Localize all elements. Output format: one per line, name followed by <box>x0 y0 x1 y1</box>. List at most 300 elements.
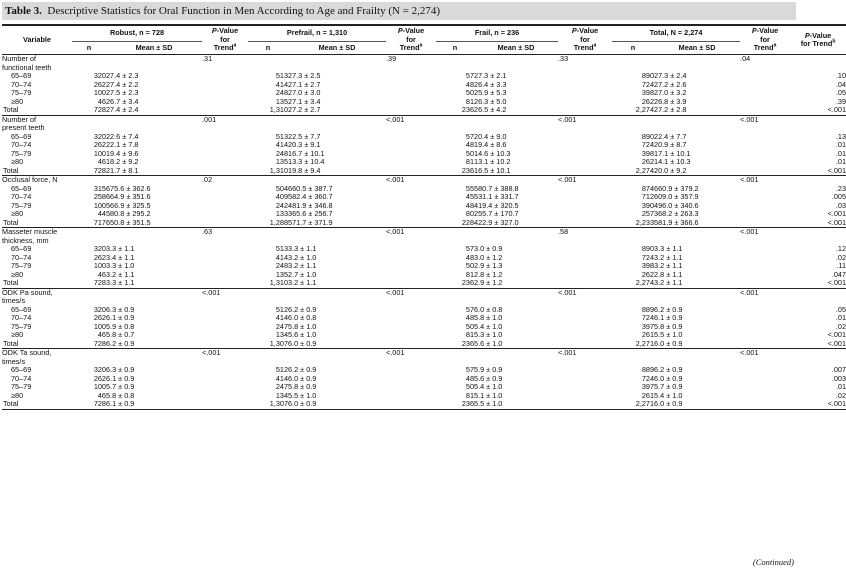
empty-cell <box>474 228 558 237</box>
frail-mean-sd: 6.0 ± 0.8 <box>474 304 503 314</box>
robust-mean-sd: 3.3 ± 1.0 <box>106 261 135 270</box>
robust-mean-sd: 5.8 ± 0.7 <box>106 330 135 339</box>
prefrail-n: 133 <box>275 209 289 218</box>
empty-cell <box>612 115 654 124</box>
robust-mean-sd: 664.9 ± 351.6 <box>106 192 151 201</box>
robust-n: 728 <box>72 167 106 176</box>
age-group: 70–74 <box>11 79 32 89</box>
section-label: Number of <box>2 54 37 63</box>
total-n: 2,274 <box>612 106 654 115</box>
robust-mean-sd: 27.5 ± 2.3 <box>106 88 139 97</box>
p-letter: P <box>804 30 810 40</box>
empty-cell <box>740 262 790 271</box>
p-trend-by-age: <.001 <box>827 209 846 218</box>
empty-cell <box>558 202 612 211</box>
robust-n: 320 <box>93 71 106 80</box>
total-n: 262 <box>641 157 655 166</box>
total-n: 724 <box>641 313 655 322</box>
empty-cell <box>558 383 612 392</box>
empty-cell <box>202 89 248 98</box>
empty-cell <box>386 392 436 401</box>
empty-cell <box>790 115 846 124</box>
header-p-trend-a <box>558 25 612 55</box>
empty-cell <box>386 400 436 409</box>
robust-n: 315 <box>93 183 106 193</box>
section-p-trend: .58 <box>558 227 569 236</box>
p-trend-by-age: .11 <box>836 261 846 270</box>
robust-n: 100 <box>93 382 106 391</box>
robust-n: 46 <box>97 96 106 106</box>
header-p-line: P-Value <box>571 26 599 36</box>
empty-cell <box>386 89 436 98</box>
frail-mean-sd: 20.4 ± 9.0 <box>474 131 507 141</box>
section-p-trend: .001 <box>202 114 217 124</box>
prefrail-n: 135 <box>275 96 289 106</box>
prefrail-n: 1,307 <box>248 340 288 349</box>
empty-cell <box>558 306 612 315</box>
robust-n: 262 <box>93 373 106 383</box>
robust-n: 44 <box>97 209 106 218</box>
robust-mean-sd: 27.4 ± 2.3 <box>106 71 139 80</box>
p-trend-by-age: <.001 <box>790 219 846 228</box>
prefrail-mean-sd: 27.1 ± 3.4 <box>288 96 321 106</box>
empty-cell <box>654 55 740 64</box>
prefrail-mean-sd: 27.0 ± 3.0 <box>288 88 321 97</box>
prefrail-mean-sd: 5.8 ± 1.0 <box>288 321 317 331</box>
frail-mean-sd: 255.7 ± 170.7 <box>474 209 519 218</box>
empty-cell <box>740 314 790 323</box>
prefrail-n: 135 <box>275 269 289 279</box>
empty-cell <box>202 400 248 409</box>
frail-mean-sd: 5.1 ± 1.0 <box>474 390 503 400</box>
robust-n: 100 <box>93 88 106 97</box>
empty-cell <box>386 158 436 167</box>
section-p-trend: .31 <box>202 54 213 63</box>
robust-n: 320 <box>93 131 106 141</box>
frail-mean-sd: 5.3 ± 1.0 <box>474 330 503 339</box>
frail-mean-sd: 419.4 ± 320.5 <box>474 200 519 210</box>
section-header-row <box>2 288 846 297</box>
empty-cell <box>202 297 248 306</box>
total-n: 2,233 <box>612 219 654 228</box>
empty-cell <box>202 366 248 375</box>
p-trend-by-age: <.001 <box>790 400 846 409</box>
header-n: n <box>612 42 654 55</box>
header-p-line: P-Value <box>397 26 425 36</box>
empty-cell <box>558 366 612 375</box>
empty-cell <box>248 115 288 124</box>
section-header-row <box>2 228 846 237</box>
section-p-trend: <.001 <box>386 348 405 357</box>
empty-cell <box>740 64 790 73</box>
header-p-trend-b <box>790 25 846 55</box>
header-p-line: for <box>406 34 416 44</box>
robust-mean-sd: 5.7 ± 0.9 <box>106 382 135 391</box>
section-header-row <box>2 55 846 64</box>
header-p-line: P-Value <box>751 26 779 36</box>
header-mean-sd: Mean ± SD <box>288 42 386 55</box>
empty-cell <box>386 323 436 332</box>
age-group: 75–79 <box>11 382 32 391</box>
header-n: n <box>248 42 288 55</box>
p-trend-by-age: .05 <box>835 88 846 97</box>
frail-n: 50 <box>465 148 475 158</box>
empty-cell <box>474 55 558 64</box>
empty-cell <box>740 331 790 340</box>
age-group: 75–79 <box>11 148 32 158</box>
empty-cell <box>202 323 248 332</box>
age-group: 75–79 <box>11 200 32 210</box>
empty-cell <box>740 392 790 401</box>
empty-cell <box>740 150 790 159</box>
empty-cell <box>740 271 790 280</box>
p-trend-by-age: .01 <box>835 157 846 166</box>
prefrail-mean-sd: 27.3 ± 2.5 <box>288 71 321 80</box>
empty-cell <box>558 210 612 219</box>
empty-cell <box>106 228 202 237</box>
age-group: 65–69 <box>11 183 32 193</box>
total-n: 724 <box>641 373 655 383</box>
robust-n: 728 <box>72 400 106 409</box>
table-caption-text: Descriptive Statistics for Oral Function in Men According to Age and Frailty (N = 2,274) <box>47 5 441 17</box>
robust-mean-sd: 650.8 ± 351.5 <box>106 219 202 228</box>
total-n: 712 <box>641 192 655 201</box>
robust-n: 258 <box>93 192 106 201</box>
continued-note: (Continued) <box>752 557 794 567</box>
robust-mean-sd: 6.3 ± 0.9 <box>106 304 135 314</box>
header-p-trend-a <box>202 25 248 55</box>
empty-cell <box>740 81 790 90</box>
empty-cell <box>386 375 436 384</box>
empty-cell <box>202 271 248 280</box>
robust-n: 100 <box>93 148 106 158</box>
empty-cell <box>248 349 288 358</box>
empty-cell <box>558 271 612 280</box>
empty-cell <box>72 55 106 64</box>
age-group: 70–74 <box>11 313 32 322</box>
total-mean-sd: 3.2 ± 1.1 <box>654 261 683 270</box>
age-group: 75–79 <box>11 261 32 270</box>
empty-cell <box>558 81 612 90</box>
p-trend-by-age: .04 <box>835 79 846 89</box>
section-p-trend: <.001 <box>202 348 221 357</box>
empty-cell <box>740 383 790 392</box>
empty-cell <box>558 141 612 150</box>
robust-mean-sd: 3.3 ± 1.1 <box>106 244 135 253</box>
robust-mean-sd: 3.2 ± 1.1 <box>106 269 135 279</box>
total-n: 398 <box>641 88 655 97</box>
empty-cell <box>654 228 740 237</box>
empty-cell <box>558 98 612 107</box>
empty-cell <box>558 323 612 332</box>
empty-cell <box>558 392 612 401</box>
total-n: 397 <box>641 321 655 331</box>
prefrail-mean-sd: 5.5 ± 1.0 <box>288 390 317 400</box>
age-group: ≥80 <box>11 157 24 166</box>
robust-n: 46 <box>97 330 106 339</box>
empty-cell <box>72 349 106 358</box>
empty-cell <box>558 158 612 167</box>
section-p-trend: .39 <box>386 54 397 63</box>
empty-cell <box>740 193 790 202</box>
p-trend-by-age: .01 <box>835 148 846 158</box>
empty-cell <box>558 262 612 271</box>
header-mean-sd: Mean ± SD <box>474 42 558 55</box>
age-group: 65–69 <box>11 304 32 314</box>
empty-cell <box>558 400 612 409</box>
p-trend-by-age: .05 <box>835 304 846 314</box>
total-mean-sd: 5.7 ± 0.9 <box>654 382 683 391</box>
prefrail-n: 504 <box>275 183 289 193</box>
total-mean-sd: 3.2 ± 1.1 <box>654 252 683 262</box>
frail-mean-sd: 5.9 ± 0.9 <box>474 365 503 374</box>
empty-cell <box>740 254 790 263</box>
robust-mean-sd: 22.1 ± 7.8 <box>106 140 139 149</box>
empty-cell <box>558 124 612 133</box>
header-group-frail: Frail, n = 236 <box>436 25 558 42</box>
table-body <box>2 55 846 410</box>
header-p-trend-a <box>386 25 436 55</box>
total-mean-sd: 6.1 ± 0.9 <box>654 313 683 322</box>
age-group: ≥80 <box>11 269 24 279</box>
header-group-prefrail: Prefrail, n = 1,310 <box>248 25 386 42</box>
prefrail-n: 248 <box>275 261 289 270</box>
robust-n: 100 <box>93 321 106 331</box>
empty-cell <box>386 193 436 202</box>
section-p-trend: <.001 <box>558 348 577 357</box>
total-n: 874 <box>641 183 655 193</box>
empty-cell <box>740 306 790 315</box>
frail-mean-sd: 5.8 ± 1.0 <box>474 313 503 322</box>
empty-cell <box>106 55 202 64</box>
section-label: ODK Pa sound, <box>2 287 53 297</box>
robust-mean-sd: 27.4 ± 2.2 <box>106 79 139 89</box>
empty-cell <box>474 288 558 297</box>
frail-mean-sd: 5.4 ± 1.0 <box>474 321 503 331</box>
empty-cell <box>740 237 790 246</box>
empty-cell <box>654 115 740 124</box>
empty-cell <box>288 288 386 297</box>
empty-cell <box>202 331 248 340</box>
total-mean-sd: 3.2 ± 1.1 <box>654 279 740 288</box>
empty-cell <box>558 72 612 81</box>
empty-cell <box>558 89 612 98</box>
empty-cell <box>288 349 386 358</box>
prefrail-n: 134 <box>275 390 289 400</box>
empty-cell <box>386 133 436 142</box>
empty-cell <box>740 400 790 409</box>
header-p-line: for Trend <box>800 39 833 48</box>
empty-cell <box>740 124 790 133</box>
frail-n: 48 <box>465 200 475 210</box>
prefrail-mean-sd: 6.0 ± 0.9 <box>288 340 386 349</box>
empty-cell <box>790 349 846 358</box>
age-group: Total <box>2 219 72 228</box>
section-p-trend: .63 <box>202 227 213 236</box>
prefrail-n: 248 <box>275 88 289 97</box>
empty-cell <box>72 288 106 297</box>
empty-cell <box>558 150 612 159</box>
frail-mean-sd: 5.4 ± 1.0 <box>474 382 503 391</box>
prefrail-n: 134 <box>275 330 289 339</box>
empty-cell <box>248 55 288 64</box>
total-mean-sd: 22.4 ± 7.7 <box>654 131 687 141</box>
robust-mean-sd: 27.4 ± 2.4 <box>106 106 202 115</box>
frail-mean-sd: 5.5 ± 1.0 <box>474 400 558 409</box>
age-group: Total <box>2 279 72 288</box>
total-n: 257 <box>641 209 655 218</box>
frail-n: 81 <box>465 157 475 166</box>
prefrail-n: 1,310 <box>248 106 288 115</box>
frail-mean-sd: 26.5 ± 4.2 <box>474 106 558 115</box>
empty-cell <box>740 202 790 211</box>
total-n: 2,271 <box>612 400 654 409</box>
prefrail-n: 414 <box>275 140 289 149</box>
robust-n: 320 <box>93 304 106 314</box>
frail-mean-sd: 26.3 ± 5.0 <box>474 96 507 106</box>
empty-cell <box>386 366 436 375</box>
empty-cell <box>558 297 612 306</box>
robust-mean-sd: 5.9 ± 0.8 <box>106 321 135 331</box>
section-header-row <box>2 115 846 124</box>
empty-cell <box>558 133 612 142</box>
age-group: 75–79 <box>11 321 32 331</box>
empty-cell <box>202 279 248 288</box>
robust-n: 46 <box>97 269 106 279</box>
frail-n: 81 <box>465 96 475 106</box>
statistics-table <box>2 24 846 410</box>
robust-n: 46 <box>97 390 106 400</box>
robust-mean-sd: 6.1 ± 0.9 <box>106 400 202 409</box>
prefrail-n: 512 <box>275 365 289 374</box>
age-group: Total <box>2 167 72 176</box>
robust-mean-sd: 675.6 ± 362.6 <box>106 183 151 193</box>
frail-n: 80 <box>465 209 475 218</box>
empty-cell <box>202 392 248 401</box>
empty-cell <box>612 288 654 297</box>
frail-mean-sd: 2.8 ± 1.2 <box>474 269 503 279</box>
prefrail-n: 414 <box>275 313 289 322</box>
robust-n: 728 <box>72 106 106 115</box>
empty-cell <box>654 288 740 297</box>
robust-mean-sd: 3.3 ± 1.1 <box>106 279 202 288</box>
age-group: 70–74 <box>11 252 32 262</box>
frail-n: 50 <box>465 321 475 331</box>
header-p-superscript: a <box>773 42 777 49</box>
prefrail-n: 414 <box>275 373 289 383</box>
empty-cell <box>202 202 248 211</box>
p-trend-by-age: .02 <box>835 252 846 262</box>
empty-cell <box>288 228 386 237</box>
total-row <box>2 400 846 409</box>
frail-mean-sd: 531.1 ± 331.7 <box>474 192 519 201</box>
prefrail-n: 513 <box>275 71 289 80</box>
total-n: 889 <box>641 304 655 314</box>
empty-cell <box>386 279 436 288</box>
frail-mean-sd: 3.0 ± 1.2 <box>474 252 503 262</box>
age-group: Total <box>2 400 72 409</box>
prefrail-mean-sd: 27.2 ± 2.7 <box>288 106 386 115</box>
frail-mean-sd: 13.1 ± 10.2 <box>474 157 511 166</box>
frail-n: 50 <box>465 261 475 270</box>
empty-cell <box>386 306 436 315</box>
total-mean-sd: 6.0 ± 0.9 <box>654 373 683 383</box>
empty-cell <box>72 228 106 237</box>
empty-cell <box>740 297 790 306</box>
p-trend-by-age: .13 <box>835 131 846 141</box>
empty-cell <box>202 254 248 263</box>
robust-n: 262 <box>93 79 106 89</box>
prefrail-n: 247 <box>275 382 289 391</box>
empty-cell <box>106 115 202 124</box>
total-n: 724 <box>641 79 655 89</box>
robust-mean-sd: 6.1 ± 0.9 <box>106 373 135 383</box>
empty-cell <box>740 141 790 150</box>
header-p-line: P-Value <box>211 26 239 36</box>
empty-cell <box>386 72 436 81</box>
empty-cell <box>386 141 436 150</box>
empty-cell <box>790 55 846 64</box>
p-letter: P <box>211 26 217 36</box>
prefrail-n: 1,288 <box>248 219 288 228</box>
empty-cell <box>386 383 436 392</box>
prefrail-mean-sd: 481.9 ± 346.8 <box>288 200 333 210</box>
empty-cell <box>790 288 846 297</box>
total-n: 261 <box>641 330 655 339</box>
total-mean-sd: 27.0 ± 3.2 <box>654 88 687 97</box>
prefrail-mean-sd: 3.3 ± 1.1 <box>288 244 317 253</box>
total-mean-sd: 27.3 ± 2.4 <box>654 71 687 80</box>
empty-cell <box>202 383 248 392</box>
empty-cell <box>386 81 436 90</box>
empty-cell <box>654 349 740 358</box>
header-p-line: for <box>760 34 770 44</box>
empty-cell <box>474 115 558 124</box>
prefrail-n: 1,307 <box>248 400 288 409</box>
prefrail-mean-sd: 27.1 ± 2.7 <box>288 79 321 89</box>
header-p-line: Trend <box>573 43 594 53</box>
robust-mean-sd: 19.4 ± 9.6 <box>106 148 139 158</box>
header-group-total: Total, N = 2,274 <box>612 25 740 42</box>
prefrail-mean-sd: 6.0 ± 0.9 <box>288 400 386 409</box>
header-p-superscript: b <box>832 38 836 45</box>
total-mean-sd: 368.2 ± 263.3 <box>654 209 699 218</box>
frail-mean-sd: 5.6 ± 0.9 <box>474 373 503 383</box>
section-p-trend: <.001 <box>740 287 759 297</box>
empty-cell <box>202 64 248 73</box>
empty-cell <box>106 288 202 297</box>
empty-cell <box>288 115 386 124</box>
section-p-trend: <.001 <box>558 287 577 297</box>
section-label: ODK Ta sound, <box>2 348 52 357</box>
empty-cell <box>202 124 248 133</box>
empty-cell <box>202 150 248 159</box>
robust-n: 100 <box>93 261 106 270</box>
robust-n: 262 <box>93 252 106 262</box>
frail-mean-sd: 19.4 ± 8.6 <box>474 140 507 149</box>
empty-cell <box>558 245 612 254</box>
robust-mean-sd: 580.8 ± 295.2 <box>106 209 151 218</box>
prefrail-mean-sd: 582.4 ± 360.7 <box>288 192 333 201</box>
empty-cell <box>386 106 436 115</box>
section-p-trend: <.001 <box>740 348 759 357</box>
prefrail-n: 1,310 <box>248 167 288 176</box>
prefrail-n: 414 <box>275 79 289 89</box>
total-n: 890 <box>641 71 655 80</box>
header-n: n <box>436 42 474 55</box>
total-mean-sd: 5.8 ± 0.9 <box>654 321 683 331</box>
empty-cell <box>436 115 474 124</box>
